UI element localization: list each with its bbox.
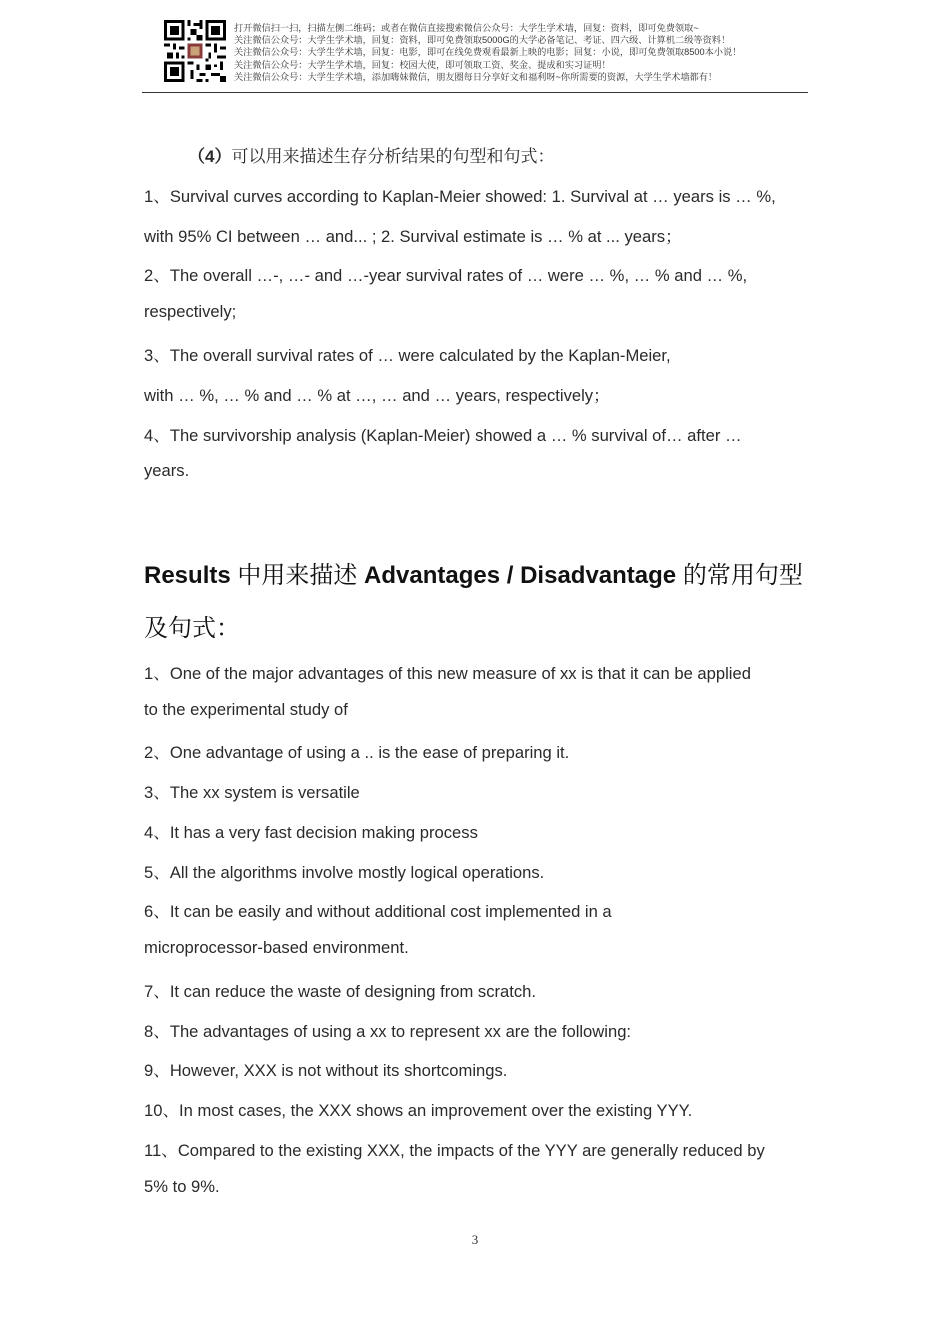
page-number: 3 <box>471 1232 479 1247</box>
advantages-line: 3、The xx system is versatile <box>144 783 360 802</box>
heading-part: 中用来描述 <box>230 562 365 589</box>
advantages-line: 4、It has a very fast decision making process <box>144 823 478 842</box>
advantages-line: microprocessor-based environment. <box>144 938 409 957</box>
header-line: 关注微信公众号：大学生学术墙，添加嗨妹微信，朋友圈每日分享好文和福利呀~你所需要的资源，大学生学术墙都有！ <box>234 71 718 82</box>
advantages-line: 1、One of the major advantages of this new measure of xx is that it can be applied <box>144 664 751 683</box>
heading-part: 的常用句型 <box>676 562 803 589</box>
survival-section-heading <box>188 142 554 167</box>
advantages-line: 5、All the algorithms involve mostly logical operations. <box>144 863 545 882</box>
survival-line: 1、Survival curves according to Kaplan-Meier showed: 1. Survival at … years is … %, <box>144 187 776 206</box>
page-header <box>142 18 808 93</box>
header-line: 关注微信公众号：大学生学术墙，回复：电影，即可在线免费观看最新上映的电影；回复：小说，即可免费领取8500本小说！ <box>234 47 742 58</box>
advantages-line: 10、In most cases, the XXX shows an improvement over the existing YYY. <box>144 1101 693 1120</box>
survival-line: with 95% CI between … and... ; 2. Survival estimate is … % at ... years； <box>144 227 682 246</box>
survival-line: 4、The survivorship analysis (Kaplan-Meier) showed a … % survival of… after … <box>144 426 742 445</box>
advantages-line: 8、The advantages of using a xx to represent xx are the following: <box>144 1022 632 1041</box>
header-line: 关注微信公众号：大学生学术墙，回复：校园大使，即可领取工资、奖金、提成和实习证明！ <box>234 59 611 70</box>
survival-line: respectively; <box>144 302 237 321</box>
advantages-line: 2、One advantage of using a .. is the ease of preparing it. <box>144 743 570 762</box>
qr-code-icon[interactable] <box>164 20 226 82</box>
survival-heading-text: 可以用来描述生存分析结果的句型和句式： <box>231 147 555 166</box>
heading-part: 及句式： <box>144 615 240 642</box>
advantages-section-heading <box>144 555 803 590</box>
survival-line: years. <box>144 461 190 480</box>
advantages-line: 11、Compared to the existing XXX, the impacts of the YYY are generally reduced by <box>144 1141 765 1160</box>
survival-line: with … %, … % and … % at …, … and … years, respectively； <box>144 386 610 405</box>
heading-part: Advantages / Disadvantage <box>364 562 677 589</box>
advantages-section-heading-line2 <box>144 608 240 643</box>
advantages-line: 5% to 9%. <box>144 1177 220 1196</box>
survival-heading-number: （4） <box>188 147 232 166</box>
heading-part: Results <box>144 562 231 589</box>
header-notice <box>234 22 741 83</box>
header-line: 关注微信公众号：大学生学术墙，回复：资料，即可免费领取5000G的大学必备笔记、考证、四六级、计算机二级等资料！ <box>234 35 731 46</box>
advantages-line: to the experimental study of <box>144 700 348 719</box>
advantages-line: 7、It can reduce the waste of designing from scratch. <box>144 982 536 1001</box>
advantages-line: 9、However, XXX is not without its shortcomings. <box>144 1061 508 1080</box>
header-line: 打开微信扫一扫，扫描左侧二维码；或者在微信直接搜索微信公众号：大学生学术墙，回复：资料，即可免费领取~ <box>234 23 699 33</box>
advantages-line: 6、It can be easily and without additional cost implemented in a <box>144 902 612 921</box>
survival-line: 2、The overall …-, …- and …-year survival rates of … were … %, … % and … %, <box>144 266 748 285</box>
survival-line: 3、The overall survival rates of … were calculated by the Kaplan-Meier, <box>144 346 671 365</box>
